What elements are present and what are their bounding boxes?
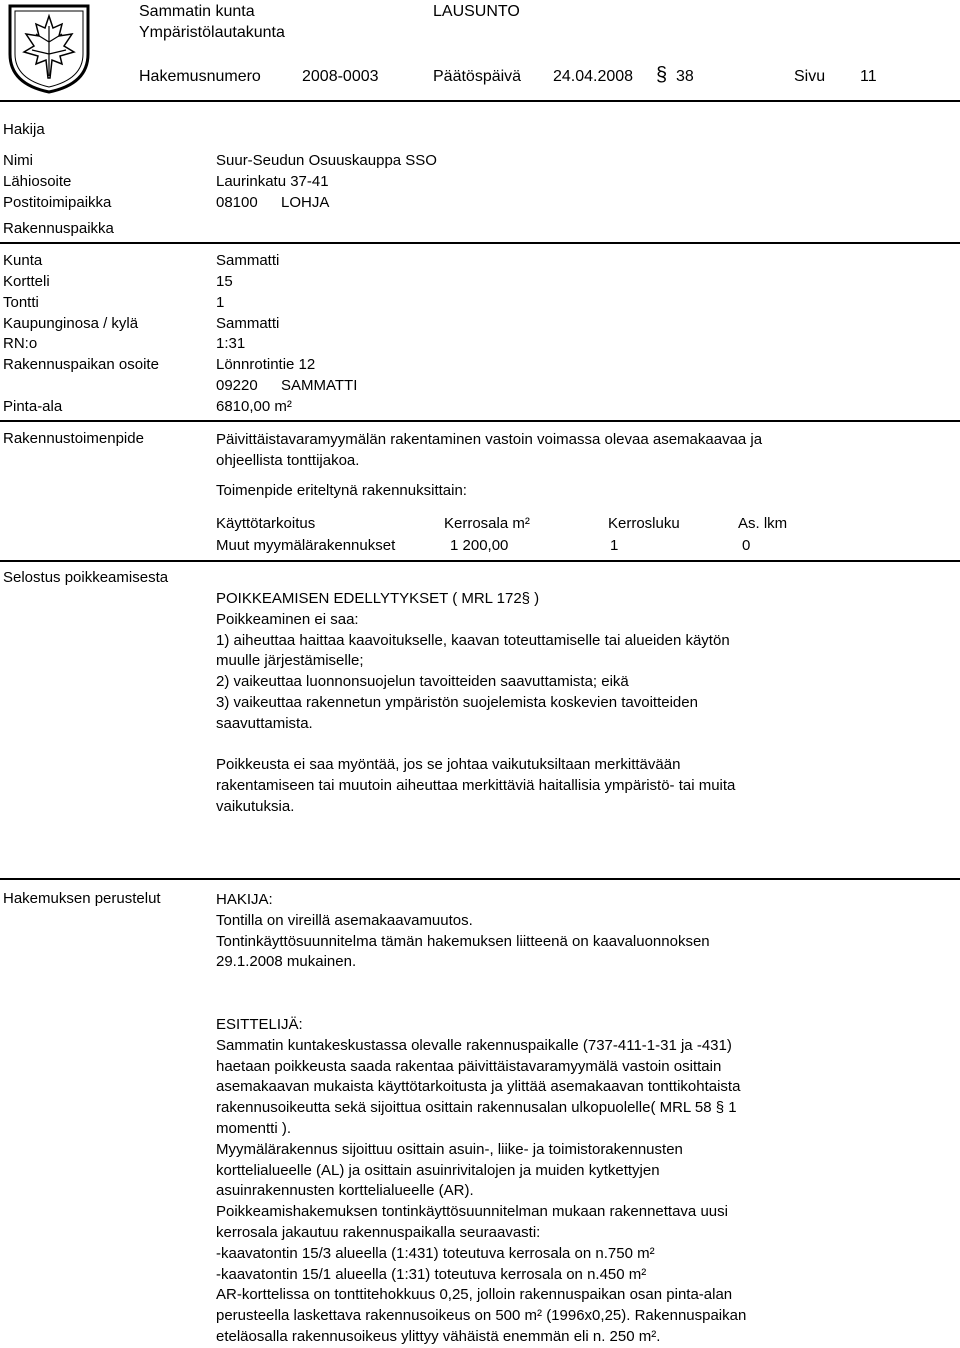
- document-type: LAUSUNTO: [433, 3, 520, 20]
- text-line: 3) vaikeuttaa rakennetun ympäristön suojelemista koskevien tavoitteiden: [216, 693, 698, 711]
- nimi-label: Nimi: [3, 152, 33, 169]
- rakennustoimenpide-label: Rakennustoimenpide: [3, 430, 144, 447]
- text-line: asuinrakennusten korttelialueelle (AR).: [216, 1182, 474, 1200]
- column-header-kerrosala: Kerrosala m²: [444, 515, 530, 532]
- pinta-ala-label: Pinta-ala: [3, 398, 63, 415]
- paatospaiva-label: Päätöspäivä: [433, 68, 522, 85]
- kunta-value: Sammatti: [216, 252, 280, 269]
- sivu-label: Sivu: [794, 68, 826, 85]
- kortteli-value: 15: [216, 273, 233, 290]
- org-name: Sammatin kunta: [139, 3, 255, 20]
- text-line: Poikkeaminen ei saa:: [216, 610, 359, 628]
- hakemusnumero-label: Hakemusnumero: [139, 68, 261, 85]
- column-header-as-lkm: As. lkm: [738, 515, 788, 532]
- table-cell-kerrosluku: 1: [610, 537, 619, 554]
- text-line: 2) vaikeuttaa luonnonsuojelun tavoitteiden saavuttamista; eikä: [216, 673, 629, 691]
- pinta-ala-value: 6810,00 m²: [216, 398, 292, 415]
- text-line: POIKKEAMISEN EDELLYTYKSET ( MRL 172§ ): [216, 590, 540, 607]
- section-divider: [0, 242, 960, 244]
- tontti-label: Tontti: [3, 294, 39, 311]
- text-line: saavuttamista.: [216, 714, 313, 732]
- nimi-value: Suur-Seudun Osuuskauppa SSO: [216, 152, 437, 169]
- text-line: HAKIJA:: [216, 891, 273, 908]
- eriteltyna-text: Toimenpide eriteltynä rakennuksittain:: [216, 482, 467, 499]
- lahiosoite-value: Laurinkatu 37-41: [216, 173, 329, 190]
- section-divider: [0, 420, 960, 422]
- text-line: ohjeellista tonttijakoa.: [216, 451, 360, 469]
- toimenpide-description: [216, 430, 762, 472]
- text-line: kerrosala jakautuu rakennuspaikalla seuraavasti:: [216, 1223, 541, 1241]
- paatospaiva-value: 24.04.2008: [553, 68, 634, 85]
- text-line: haetaan poikkeusta saada rakentaa päivittäistavaramyymälä vastoin osittain: [216, 1057, 722, 1075]
- text-line: asemakaavan mukaista käyttötarkoitusta ja ylittää asemakaavan tonttikohtaista: [216, 1078, 741, 1096]
- org-unit: Ympäristölautakunta: [139, 24, 285, 41]
- rno-value: 1:31: [216, 335, 246, 352]
- text-line: momentti ).: [216, 1119, 292, 1137]
- hakemusnumero-value: 2008-0003: [302, 68, 379, 85]
- osoite-value: Lönnrotintie 12: [216, 356, 316, 373]
- header-divider: [0, 100, 960, 102]
- text-line: vaikutuksia.: [216, 797, 295, 815]
- kunta-label: Kunta: [3, 252, 43, 269]
- text-line: 29.1.2008 mukainen.: [216, 953, 357, 971]
- kyla-value: Sammatti: [216, 315, 280, 332]
- postinumero-value: 08100: [216, 194, 258, 211]
- text-line: Tontinkäyttösuunnitelma tämän hakemuksen liitteenä on kaavaluonnoksen: [216, 932, 710, 950]
- text-line: -kaavatontin 15/3 alueella (1:431) toteutuva kerrosala on n.750 m²: [216, 1244, 655, 1262]
- selostus-paragraph-2: [216, 755, 735, 817]
- sivu-value: 11: [860, 68, 877, 85]
- osoite-label: Rakennuspaikan osoite: [3, 356, 159, 373]
- section-divider: [0, 878, 960, 880]
- table-cell-kayttotarkoitus: Muut myymälärakennukset: [216, 537, 396, 554]
- table-cell-as-lkm: 0: [742, 537, 751, 554]
- selostus-paragraph-1: [216, 589, 730, 735]
- tontti-value: 1: [216, 294, 225, 311]
- kortteli-label: Kortteli: [3, 273, 50, 290]
- text-line: perusteella laskettava rakennusoikeus on 500 m² (1996x0,25). Rakennuspaikan: [216, 1307, 747, 1325]
- text-line: muulle järjestämiselle;: [216, 652, 364, 670]
- text-line: Tontilla on vireillä asemakaavamuutos.: [216, 911, 473, 929]
- table-cell-kerrosala: 1 200,00: [450, 537, 509, 554]
- text-line: Poikkeamishakemuksen tontinkäyttösuunnitelman mukaan rakennettava uusi: [216, 1203, 728, 1221]
- postitoimipaikka-label: Postitoimipaikka: [3, 194, 112, 211]
- text-line: ESITTELIJÄ:: [216, 1016, 303, 1033]
- text-line: AR-korttelissa on tonttitehokkuus 0,25, jolloin rakennuspaikan osan pinta-alan: [216, 1286, 733, 1304]
- rno-label: RN:o: [3, 335, 38, 352]
- text-line: Sammatin kuntakeskustassa olevalle rakennuspaikalle (737-411-1-31 ja -431): [216, 1036, 732, 1054]
- perustelut-hakija: [216, 890, 710, 973]
- section-divider: [0, 560, 960, 562]
- text-line: Päivittäistavaramyymälän rakentaminen vastoin voimassa olevaa asemakaavaa ja: [216, 431, 763, 448]
- text-line: 1) aiheuttaa haittaa kaavoitukselle, kaavan toteuttamiselle tai alueiden käytön: [216, 631, 730, 649]
- column-header-kerrosluku: Kerrosluku: [608, 515, 680, 532]
- text-line: Poikkeusta ei saa myöntää, jos se johtaa vaikutuksiltaan merkittävään: [216, 756, 681, 773]
- text-line: eteläosalla rakennusoikeus ylittyy vähäistä enemmän eli n. 250 m².: [216, 1327, 661, 1345]
- osoite-paikka: SAMMATTI: [281, 377, 358, 394]
- perustelut-label: Hakemuksen perustelut: [3, 890, 161, 907]
- municipal-crest: [6, 2, 92, 94]
- text-line: rakennusoikeutta sekä sijoittua osittain rakennusalan ulkopuolelle( MRL 58 § 1: [216, 1099, 737, 1117]
- kyla-label: Kaupunginosa / kylä: [3, 315, 139, 332]
- selostus-label: Selostus poikkeamisesta: [3, 569, 169, 586]
- postitoimipaikka-value: LOHJA: [281, 194, 330, 211]
- section-number: 38: [676, 68, 694, 85]
- hakija-heading: Hakija: [3, 121, 45, 138]
- text-line: Myymälärakennus sijoittuu osittain asuin-, liike- ja toimistorakennusten: [216, 1140, 683, 1158]
- lahiosoite-label: Lähiosoite: [3, 173, 72, 190]
- text-line: -kaavatontin 15/1 alueella (1:31) toteutuva kerrosala on n.450 m²: [216, 1265, 647, 1283]
- section-sign-icon: §: [656, 64, 668, 86]
- text-line: rakentamiseen tai muutoin aiheuttaa merkittäviä haitallisia ympäristö- tai muita: [216, 776, 736, 794]
- text-line: korttelialueelle (AL) ja osittain asuinrivitalojen ja muiden kytkettyjen: [216, 1161, 660, 1179]
- rakennuspaikka-heading: Rakennuspaikka: [3, 220, 114, 237]
- osoite-postinumero: 09220: [216, 377, 258, 394]
- column-header-kayttotarkoitus: Käyttötarkoitus: [216, 515, 316, 532]
- perustelut-esittelija: [216, 1015, 746, 1348]
